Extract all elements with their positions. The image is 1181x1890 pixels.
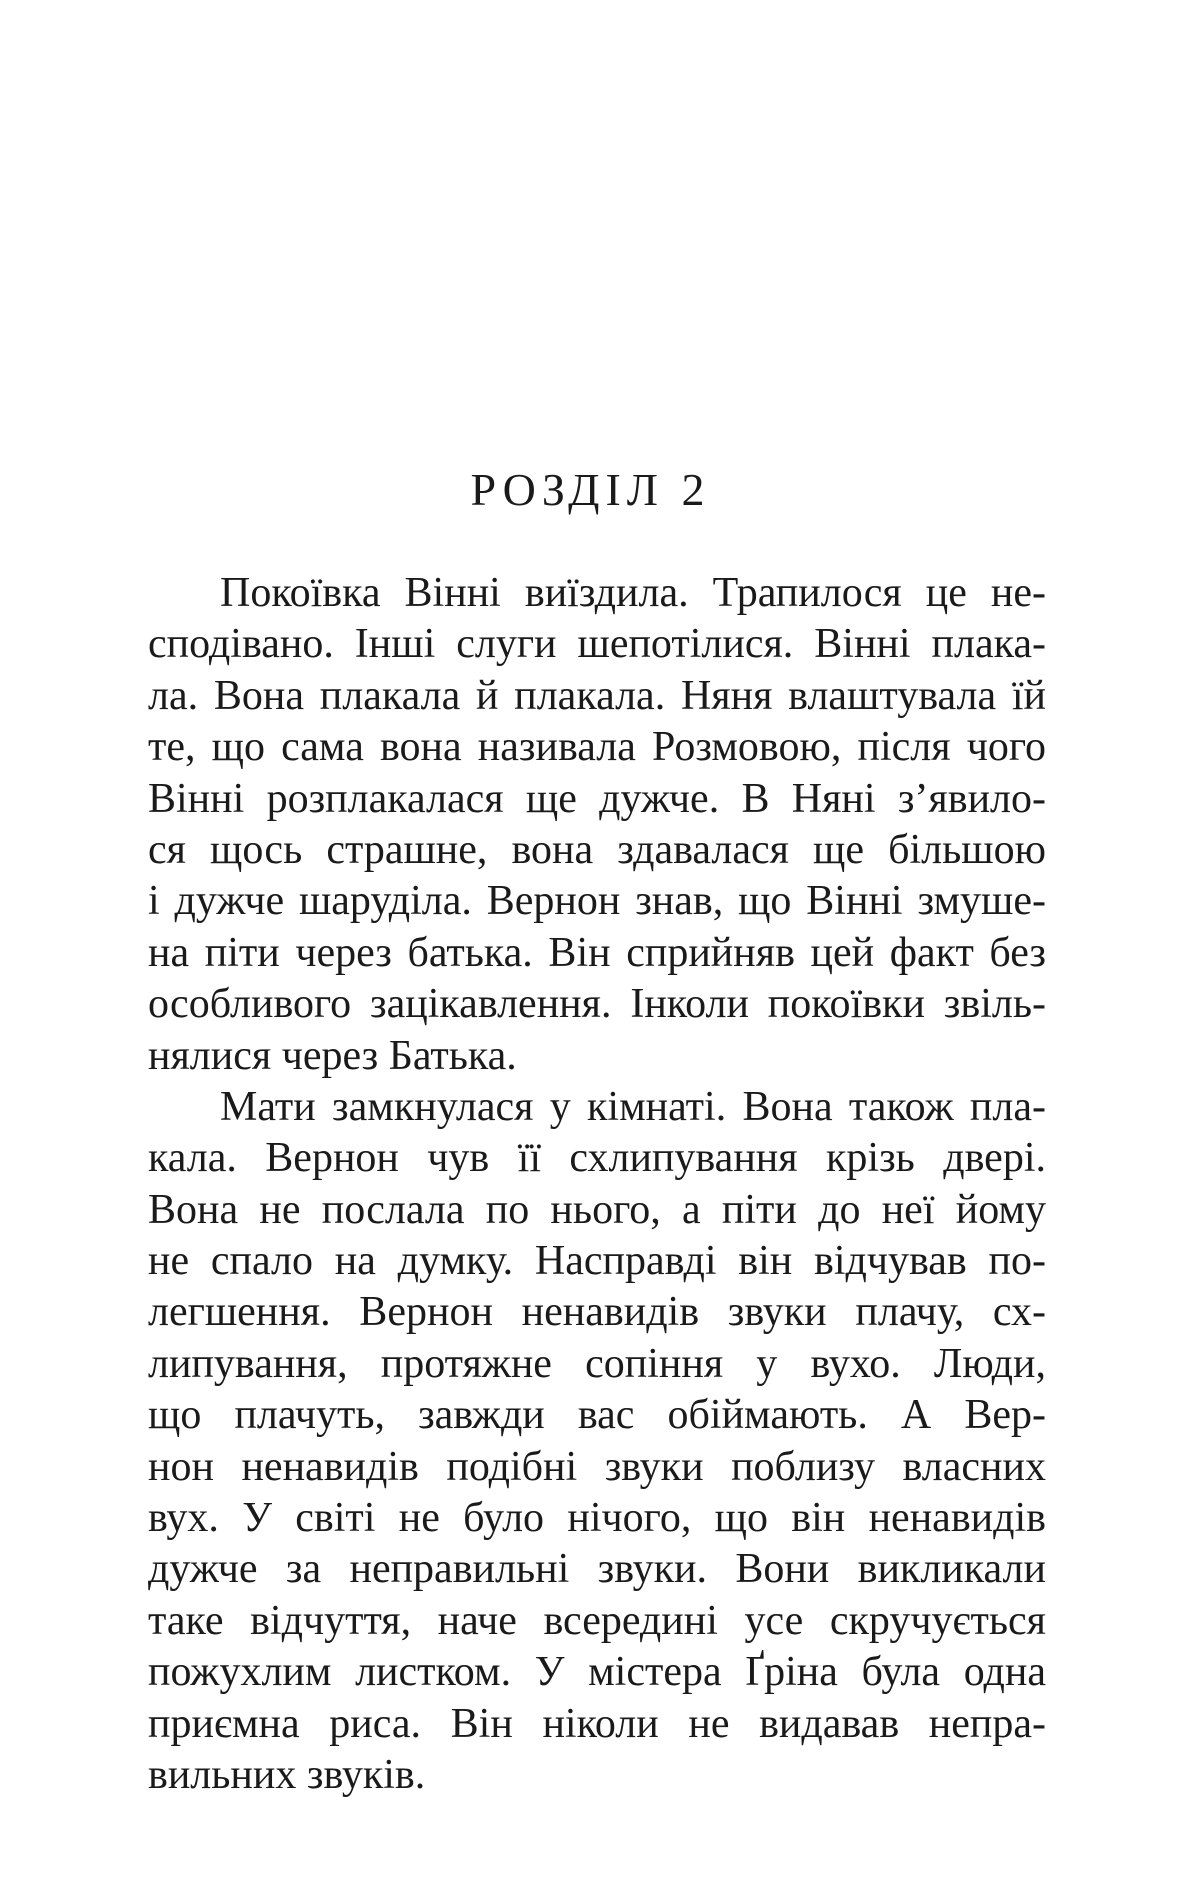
- text-line: дужче за неправильні звуки. Вони викликали: [148, 1546, 1046, 1593]
- text-line: сподівано. Інші слуги шепотілися. Вінні плака-: [148, 621, 1046, 668]
- text-line: кала. Вернон чув її схлипування крізь двері.: [148, 1135, 1046, 1182]
- text-line: нялися через Батька.: [148, 1032, 517, 1079]
- text-line: Вінні розплакалася ще дужче. В Няні з’явило-: [148, 775, 1046, 822]
- chapter-title: РОЗДІЛ 2: [470, 464, 711, 515]
- text-line: вух. У світі не було нічого, що він ненавидів: [148, 1495, 1046, 1542]
- text-line: приємна риса. Він ніколи не видавав непра-: [148, 1700, 1046, 1747]
- text-line: Мати замкнулася у кімнаті. Вона також пла-: [220, 1083, 1046, 1130]
- text-line: пожухлим листком. У містера Ґріна була одна: [148, 1649, 1046, 1696]
- text-line: вильних звуків.: [148, 1751, 426, 1798]
- text-line: і дужче шаруділа. Вернон знав, що Вінні змуше-: [148, 878, 1046, 925]
- text-line: особливого зацікавлення. Інколи покоївки звіль-: [148, 981, 1046, 1028]
- text-line: на піти через батька. Він сприйняв цей факт без: [148, 929, 1046, 976]
- text-line: те, що сама вона називала Розмовою, після чого: [148, 724, 1046, 771]
- text-line: липування, протяжне сопіння у вухо. Люди,: [148, 1340, 1046, 1387]
- text-line: Вона не послала по нього, а піти до неї йому: [148, 1186, 1046, 1233]
- text-line: ся щось страшне, вона здавалася ще більшою: [148, 826, 1046, 873]
- text-line: не спало на думку. Насправді він відчував по-: [148, 1238, 1046, 1285]
- text-line: Покоївка Вінні виїздила. Трапилося це не-: [220, 570, 1046, 616]
- text-line: що плачуть, завжди вас обіймають. А Вер-: [148, 1392, 1046, 1439]
- text-line: таке відчуття, наче всередині усе скручується: [148, 1597, 1046, 1644]
- paragraph: [148, 1082, 1046, 1801]
- text-line: ла. Вона плакала й плакала. Няня влаштувала їй: [148, 672, 1046, 719]
- paragraph: [148, 568, 1046, 1082]
- chapter-body: [148, 568, 1046, 1801]
- text-line: нон ненавидів подібні звуки поблизу власних: [148, 1443, 1046, 1490]
- text-line: легшення. Вернон ненавидів звуки плачу, сх-: [148, 1289, 1046, 1336]
